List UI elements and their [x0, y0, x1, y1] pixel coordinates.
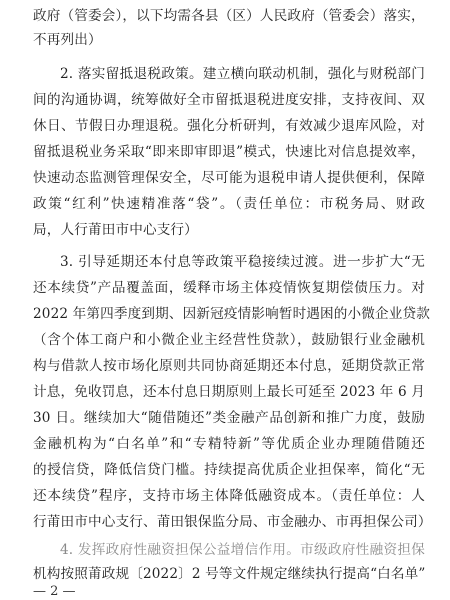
- text-line-1: 政府（管委会），以下均需各县（区）人民政府（管委会）落实，: [33, 8, 425, 24]
- text-line-12: 2022 年第四季度到期、因新冠疫情影响暂时遇困的小微企业贷款: [33, 306, 431, 322]
- text-line-10: 3. 引导延期还本付息等政策平稳接续过渡。进一步扩大“无: [60, 254, 425, 270]
- text-line-13: （含个体工商户和小微企业主经营性贷款），鼓励银行业金融机: [33, 332, 425, 348]
- text-line-19: 还本续贷”程序，支持市场主体降低融资成本。（责任单位：人: [33, 488, 425, 504]
- text-line-20: 行莆田市中心支行、莆田银保监分局、市金融办、市再担保公司）: [33, 514, 432, 530]
- text-line-16: 30 日。继续加大“随借随还”类金融产品创新和推广力度，鼓励: [33, 410, 425, 426]
- text-line-5: 休日、节假日办理退税。强化分析研判，有效减少退库风险，对: [33, 118, 425, 134]
- text-line-15: 计息，免收罚息，还本付息日期原则上最长可延至 2023 年 6 月: [33, 384, 425, 400]
- text-line-14: 构与借款人按市场化原则共同协商延期还本付息，延期贷款正常: [33, 358, 425, 374]
- text-line-18: 的授信贷，降低信贷门槛。持续提高优质企业担保率，简化“无: [33, 462, 425, 478]
- text-line-6: 留抵退税业务采取“即来即审即退”模式，快速比对信息提效率，: [33, 144, 425, 160]
- text-line-17: 金融机构为“白名单”和“专精特新”等优质企业办理随借随还: [33, 436, 425, 452]
- text-line-2: 不再列出）: [33, 32, 102, 48]
- text-line-8: 政策“红利”快速精准落“袋”。（责任单位：市税务局、财政: [33, 196, 425, 212]
- text-line-21: 4. 发挥政府性融资担保公益增信作用。市级政府性融资担保: [60, 542, 425, 558]
- page-number: — 2 —: [33, 584, 76, 599]
- text-line-7: 快速动态监测管理保安全，尽可能为退税申请人提供便利，保障: [33, 170, 425, 186]
- text-line-9: 局，人行莆田市中心支行）: [33, 222, 198, 238]
- text-line-22: 机构按照莆政规〔2022〕2 号等文件规定继续执行提高“白名单”: [33, 566, 426, 582]
- text-line-4: 间的沟通协调，统筹做好全市留抵退税进度安排，支持夜间、双: [33, 92, 425, 108]
- text-line-11: 还本续贷”产品覆盖面，缓释市场主体疫情恢复期偿债压力。对: [33, 280, 425, 296]
- text-line-3: 2. 落实留抵退税政策。建立横向联动机制，强化与财税部门: [60, 66, 425, 82]
